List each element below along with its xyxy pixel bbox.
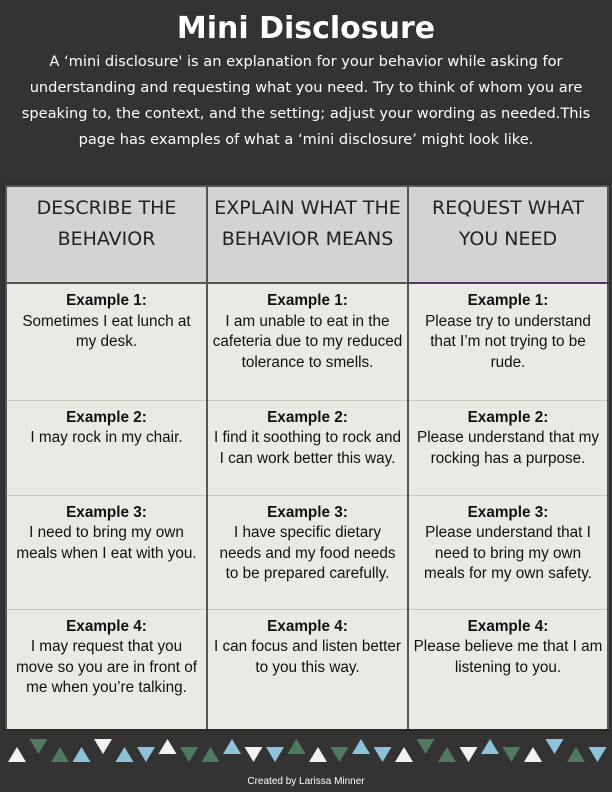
- triangle-decoration: [223, 739, 241, 754]
- example-text: I am unable to eat in the cafeteria due to my reduced tolerance to smells.: [212, 312, 403, 371]
- example-label: Example 3:: [66, 503, 147, 521]
- example-text: I may rock in my chair.: [30, 429, 183, 446]
- triangle-decoration: [94, 739, 112, 754]
- example-label: Example 2:: [66, 408, 147, 426]
- example-label: Example 1:: [66, 292, 147, 309]
- triangle-decoration: [116, 747, 134, 762]
- triangle-decoration: [309, 747, 327, 762]
- table-cell: [6, 609, 207, 729]
- triangle-decoration: [352, 739, 370, 754]
- table-row: [6, 609, 608, 729]
- table-cell: [6, 400, 207, 495]
- disclosure-table-wrapper: [3, 183, 609, 731]
- column-header-explain: EXPLAIN WHAT THE BEHAVIOR MEANS: [207, 186, 408, 283]
- triangle-decoration: [159, 739, 177, 754]
- triangle-decoration: [288, 739, 306, 754]
- example-text: I have specific dietary needs and my food needs to be prepared carefully.: [219, 524, 396, 582]
- table-row: [6, 400, 608, 495]
- triangle-decoration: [589, 747, 607, 762]
- triangle-decoration: [567, 747, 585, 762]
- example-label: Example 2:: [267, 408, 348, 426]
- triangle-decoration: [524, 747, 542, 762]
- credit-text: Created by Larissa Minner: [247, 776, 365, 787]
- triangle-decoration: [8, 747, 26, 762]
- table-cell: [207, 609, 408, 729]
- triangle-decoration: [266, 747, 284, 762]
- triangle-decoration: [438, 747, 456, 762]
- table-cell: [408, 283, 608, 400]
- intro-paragraph: A ‘mini disclosure' is an explanation for your behavior while asking for understanding and requesting what you need. Try to think of whom you are speaking to, the context, and the setting; adjust your wording as needed.This page has examples of what a ‘mini disclosure’ might look like.: [21, 53, 591, 148]
- header: [0, 0, 612, 183]
- example-text: I need to bring my own meals when I eat with you.: [16, 524, 197, 562]
- column-header-request: REQUEST WHAT YOU NEED: [408, 186, 608, 283]
- page-title: Mini Disclosure: [176, 11, 436, 46]
- triangle-decoration: [503, 747, 521, 762]
- example-label: Example 2:: [467, 408, 549, 426]
- example-label: Example 1:: [467, 292, 549, 309]
- table-cell: [207, 283, 408, 400]
- example-text: I find it soothing to rock and I can work better this way.: [213, 429, 402, 467]
- triangle-decoration: [481, 739, 499, 754]
- triangle-decoration: [417, 739, 435, 754]
- triangle-decoration: [546, 739, 564, 754]
- example-label: Example 4:: [66, 617, 147, 635]
- example-text: I may request that you move so you are in front of me when you’re talking.: [15, 638, 198, 696]
- triangle-decoration: [331, 747, 349, 762]
- example-text: Sometimes I eat lunch at my desk.: [22, 312, 191, 350]
- triangle-decoration: [395, 747, 413, 762]
- table-row: [6, 495, 608, 609]
- example-label: Example 4:: [467, 617, 549, 635]
- example-text: Please believe me that I am listening to you.: [413, 638, 603, 676]
- example-text: I can focus and listen better to you this way.: [213, 638, 402, 676]
- example-label: Example 3:: [467, 503, 549, 521]
- triangle-decoration: [460, 747, 478, 762]
- example-text: Please try to understand that I’m not trying to be rude.: [425, 312, 591, 371]
- table-header-row: [6, 186, 608, 283]
- example-label: Example 1:: [267, 292, 348, 309]
- example-label: Example 3:: [267, 503, 348, 521]
- triangle-decoration: [51, 747, 69, 762]
- table-cell: [207, 495, 408, 609]
- triangle-decoration: [202, 747, 220, 762]
- triangle-border-decoration: [0, 737, 612, 767]
- table-cell: [408, 609, 608, 729]
- example-label: Example 4:: [267, 617, 348, 635]
- table-cell: [6, 495, 207, 609]
- triangle-decoration: [137, 747, 155, 762]
- triangle-decoration: [245, 747, 263, 762]
- example-text: Please understand that my rocking has a purpose.: [417, 429, 599, 467]
- table-row: [6, 283, 608, 400]
- table-cell: [408, 400, 608, 495]
- table-cell: [408, 495, 608, 609]
- example-text: Please understand that I need to bring my own meals for my own safety.: [423, 524, 593, 582]
- table-cell: [6, 283, 207, 400]
- triangle-decoration: [30, 739, 48, 754]
- triangle-decoration: [180, 747, 198, 762]
- triangle-decoration: [374, 747, 392, 762]
- column-header-describe: DESCRIBE THE BEHAVIOR: [6, 186, 207, 283]
- triangle-decoration: [73, 747, 91, 762]
- table-cell: [207, 400, 408, 495]
- disclosure-table: [5, 185, 609, 729]
